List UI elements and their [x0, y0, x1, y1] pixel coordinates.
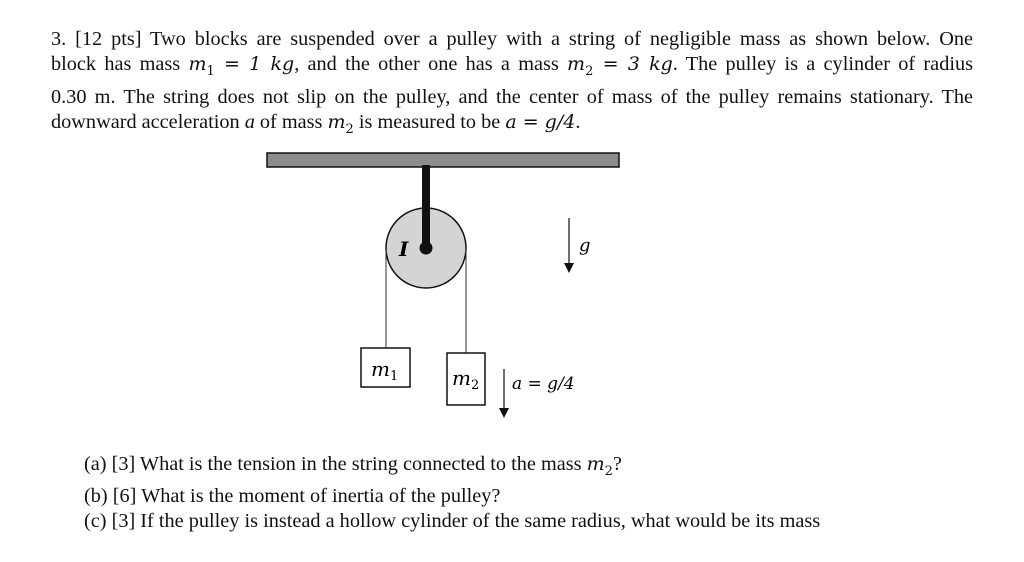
acceleration-arrow-icon: [499, 408, 509, 418]
question-a: [84, 452, 820, 484]
question-a-end: ?: [612, 453, 622, 475]
mass-2-label: $m_2$: [452, 366, 480, 393]
m2-subscript: 2: [585, 64, 594, 80]
question-a-m-symbol: m: [586, 453, 605, 475]
question-c: (c) [3] If the pulley is instead a hollow cylinder of the same radius, what would be its mass: [84, 510, 821, 533]
acceleration-symbol: a: [244, 110, 255, 133]
question-a-text: (a) [3] What is the tension in the string connected to the mass: [84, 453, 587, 475]
acceleration-equation: a = g/4: [505, 110, 576, 133]
text-fragment: is measured to be: [353, 110, 506, 133]
m1-subscript: 1: [206, 64, 215, 80]
m1-value: = 1 kg: [214, 53, 295, 76]
text-fragment: . The pulley is a cylinder of radius: [672, 53, 973, 76]
problem-line-3: 0.30 m. The string does not slip on the pulley, and the center of mass of the pulley remains stationary. The: [51, 85, 973, 108]
m2-subscript-inline: 2: [345, 121, 354, 137]
m2-symbol: m: [567, 53, 586, 76]
m2-symbol-inline: m: [327, 110, 346, 133]
pulley-inertia-label: I: [399, 237, 409, 261]
question-list: [84, 452, 820, 534]
gravity-arrow-icon: [564, 263, 574, 273]
question-b: (b) [6] What is the moment of inertia of the pulley?: [84, 485, 501, 508]
problem-line-1-text: Two blocks are suspended over a pulley with a string of negligible mass as shown below. One: [150, 28, 973, 50]
mass-1-label: $m_1$: [371, 357, 399, 384]
gravity-label: g: [579, 235, 591, 256]
text-fragment: , and the other one has a mass: [294, 53, 568, 76]
text-fragment: of mass: [254, 110, 328, 133]
acceleration-label: a = g/4: [512, 374, 575, 394]
m2-value: = 3 kg: [593, 53, 673, 76]
text-fragment: .: [575, 110, 581, 133]
problem-points: [12 pts]: [75, 28, 142, 50]
pulley-support-rod: [422, 165, 430, 249]
ceiling-beam: [267, 153, 619, 167]
problem-number: 3.: [51, 28, 67, 50]
m1-symbol: m: [188, 53, 207, 76]
question-a-m-subscript: 2: [604, 464, 613, 480]
text-fragment: downward acceleration: [51, 110, 245, 133]
text-fragment: block has mass: [51, 53, 189, 76]
pulley-axle: [420, 242, 433, 255]
